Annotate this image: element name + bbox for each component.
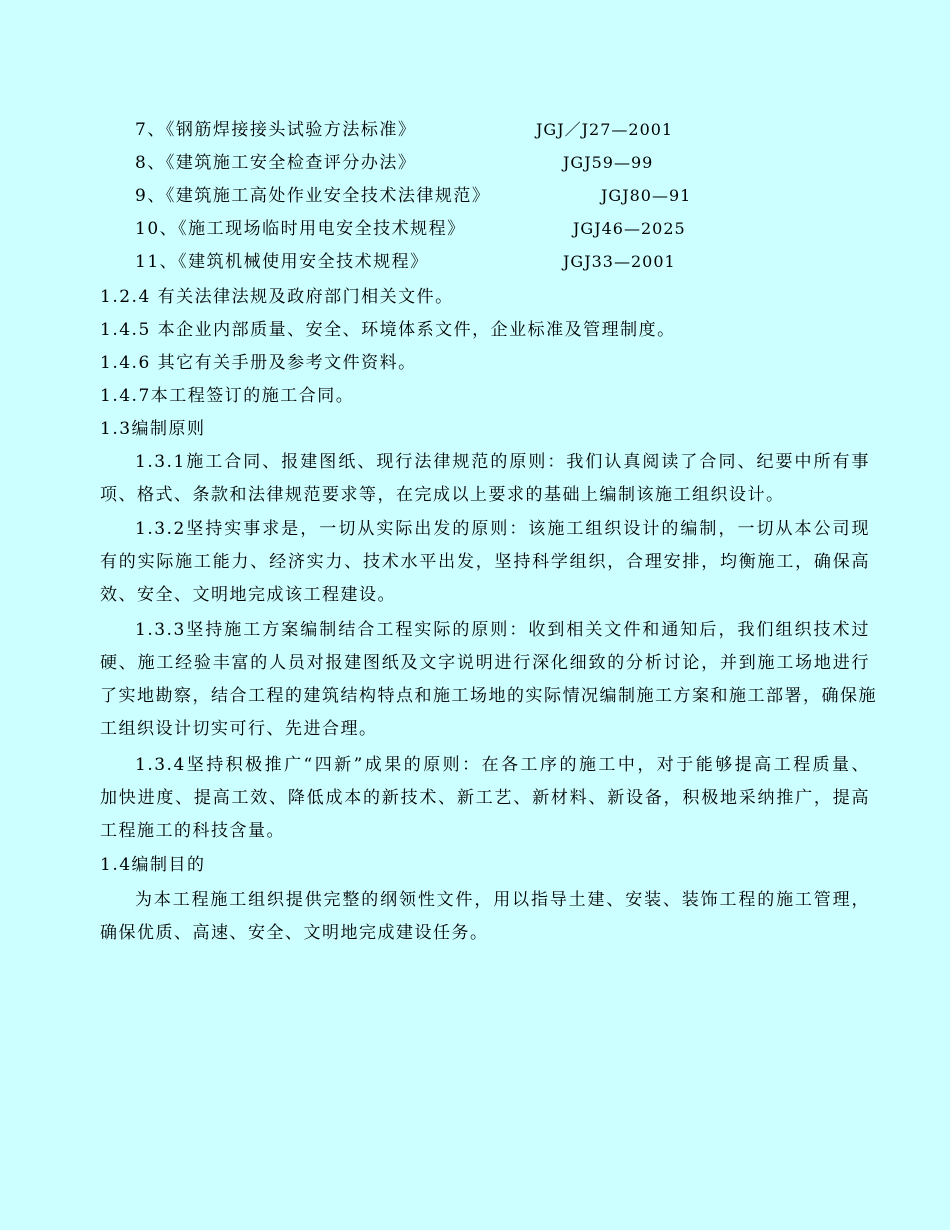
paragraph-1-3-2-line-3: 效、安全、文明地完成该工程建设。 (100, 585, 396, 605)
reference-title-7: 7、《钢筋焊接接头试验方法标准》 (135, 120, 417, 140)
reference-title-10: 10、《施工现场临时用电安全技术规程》 (135, 219, 466, 239)
paragraph-1-4-line-1: 为本工程施工组织提供完整的纲领性文件，用以指导土建、安装、装饰工程的施工管理， (135, 890, 870, 910)
reference-title-8: 8、《建筑施工安全检查评分办法》 (135, 153, 417, 173)
paragraph-1-3-4-line-2: 加快进度、提高工效、降低成本的新技术、新工艺、新材料、新设备，积极地采纳推广，提高 (100, 788, 870, 808)
paragraph-1-3-2-line-1: 1.3.2坚持实事求是，一切从实际出发的原则：该施工组织设计的编制，一切从本公司现 (135, 519, 870, 539)
section-heading-1-3: 1.3编制原则 (100, 419, 206, 439)
section-heading-1-4: 1.4编制目的 (100, 855, 206, 875)
reference-title-9: 9、《建筑施工高处作业安全技术法律规范》 (135, 186, 491, 206)
paragraph-1-3-1-line-2: 项、格式、条款和法律规范要求等，在完成以上要求的基础上编制该施工组织设计。 (100, 485, 785, 505)
reference-code-7: JGJ／J27—2001 (536, 120, 674, 139)
paragraph-1-3-3-line-2: 硬、施工经验丰富的人员对报建图纸及文字说明进行深化细致的分析讨论，并到施工场地进行 (100, 653, 870, 673)
reference-code-11: JGJ33—2001 (563, 252, 676, 271)
item-1-4-5: 1.4.5 本企业内部质量、安全、环境体系文件，企业标准及管理制度。 (100, 320, 676, 340)
reference-title-11: 11、《建筑机械使用安全技术规程》 (135, 252, 429, 272)
item-1-4-7: 1.4.7本工程签订的施工合同。 (100, 386, 355, 406)
paragraph-1-4-line-2: 确保优质、高速、安全、文明地完成建设任务。 (100, 923, 489, 943)
paragraph-1-3-3-line-4: 工组织设计切实可行、先进合理。 (100, 719, 378, 739)
paragraph-1-3-3-line-3: 了实地勘察，结合工程的建筑结构特点和施工场地的实际情况编制施工方案和施工部署，确保施 (100, 686, 877, 706)
paragraph-1-3-3-line-1: 1.3.3坚持施工方案编制结合工程实际的原则：收到相关文件和通知后，我们组织技术过 (135, 620, 870, 640)
item-1-2-4: 1.2.4 有关法律法规及政府部门相关文件。 (100, 287, 454, 307)
item-1-4-6: 1.4.6 其它有关手册及参考文件资料。 (100, 353, 417, 373)
reference-code-10: JGJ46—2025 (573, 219, 686, 238)
paragraph-1-3-4-line-3: 工程施工的科技含量。 (100, 821, 285, 841)
paragraph-1-3-1-line-1: 1.3.1施工合同、报建图纸、现行法律规范的原则：我们认真阅读了合同、纪要中所有事 (135, 452, 870, 472)
paragraph-1-3-2-line-2: 有的实际施工能力、经济实力、技术水平出发，坚持科学组织，合理安排，均衡施工，确保高 (100, 552, 870, 572)
reference-code-9: JGJ80—91 (601, 186, 692, 205)
reference-code-8: JGJ59—99 (563, 153, 654, 172)
paragraph-1-3-4-line-1: 1.3.4坚持积极推广“四新”成果的原则：在各工序的施工中，对于能够提高工程质量、 (135, 755, 870, 775)
